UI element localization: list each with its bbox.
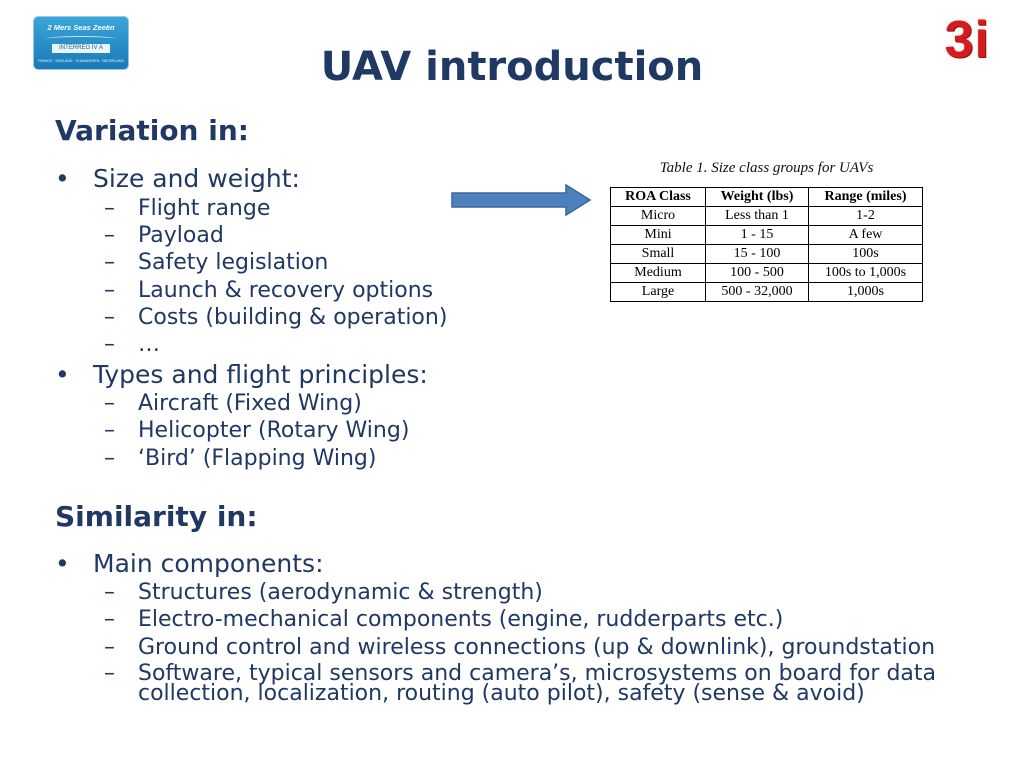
table-row bbox=[611, 226, 923, 245]
variation-heading: Variation in: bbox=[55, 114, 249, 147]
table-header-row bbox=[611, 188, 923, 207]
table-cell: 1 - 15 bbox=[706, 226, 809, 245]
slide-title: UAV introduction bbox=[320, 44, 704, 90]
table-cell: A few bbox=[809, 226, 923, 245]
sub-item: – Flight range bbox=[104, 196, 271, 221]
table-cell: 1,000s bbox=[809, 283, 923, 302]
sub-item: – … bbox=[104, 332, 160, 357]
bullet-icon: • bbox=[55, 360, 70, 389]
table-cell: 100s to 1,000s bbox=[809, 264, 923, 283]
sub-item: – Software, typical sensors and camera’s, microsystems on board for data collection, localization, routing (auto pilot), safety (sense & avoid) bbox=[104, 661, 936, 707]
bullet-label: Size and weight: bbox=[93, 164, 300, 193]
table-cell: 15 - 100 bbox=[706, 245, 809, 264]
table-row bbox=[611, 207, 923, 226]
bullet-label: Types and flight principles: bbox=[93, 360, 428, 389]
table-cell: Micro bbox=[611, 207, 706, 226]
bullet-icon: • bbox=[55, 549, 70, 578]
sub-item: – Helicopter (Rotary Wing) bbox=[104, 418, 410, 443]
table-cell: Medium bbox=[611, 264, 706, 283]
bullet-types-flight bbox=[55, 360, 428, 390]
bullet-size-weight bbox=[55, 164, 300, 194]
table-cell: 100s bbox=[809, 245, 923, 264]
sub-item: – Costs (building & operation) bbox=[104, 305, 448, 330]
right-arrow-icon bbox=[451, 183, 593, 217]
column-header: Weight (lbs) bbox=[706, 188, 809, 207]
table-row bbox=[611, 264, 923, 283]
sub-item: – Payload bbox=[104, 223, 224, 248]
sub-item: – Structures (aerodynamic & strength) bbox=[104, 580, 543, 605]
sub-item: – Electro-mechanical components (engine, rudderparts etc.) bbox=[104, 607, 784, 632]
sub-item: – Safety legislation bbox=[104, 250, 329, 275]
table-cell: 1-2 bbox=[809, 207, 923, 226]
column-header: ROA Class bbox=[611, 188, 706, 207]
logo-title: 2 Mers Seas Zeeën bbox=[47, 23, 115, 32]
bullet-icon: • bbox=[55, 164, 70, 193]
table-cell: Large bbox=[611, 283, 706, 302]
table-cell: Less than 1 bbox=[706, 207, 809, 226]
table-cell: 100 - 500 bbox=[706, 264, 809, 283]
table-cell: 500 - 32,000 bbox=[706, 283, 809, 302]
bullet-label: Main components: bbox=[93, 549, 324, 578]
table-row bbox=[611, 283, 923, 302]
table-cell: Small bbox=[611, 245, 706, 264]
logo-countries: FRANCE · ENGLAND · VLAANDEREN · NEDERLAND bbox=[38, 59, 124, 63]
bullet-main-components bbox=[55, 549, 324, 579]
sub-item: – Aircraft (Fixed Wing) bbox=[104, 391, 362, 416]
sub-item: – ‘Bird’ (Flapping Wing) bbox=[104, 446, 377, 471]
table-cell: Mini bbox=[611, 226, 706, 245]
table-caption: Table 1. Size class groups for UAVs bbox=[659, 160, 874, 176]
sub-item: – Launch & recovery options bbox=[104, 278, 434, 303]
3i-badge: 3i bbox=[944, 11, 990, 69]
logo-subtitle: INTERREG IV A bbox=[52, 44, 110, 53]
similarity-heading: Similarity in: bbox=[55, 500, 258, 533]
logo-wave-icon bbox=[46, 36, 116, 42]
sub-item: – Ground control and wireless connections (up & downlink), groundstation bbox=[104, 635, 936, 660]
uav-size-class-table bbox=[610, 187, 923, 302]
column-header: Range (miles) bbox=[809, 188, 923, 207]
table-row bbox=[611, 245, 923, 264]
